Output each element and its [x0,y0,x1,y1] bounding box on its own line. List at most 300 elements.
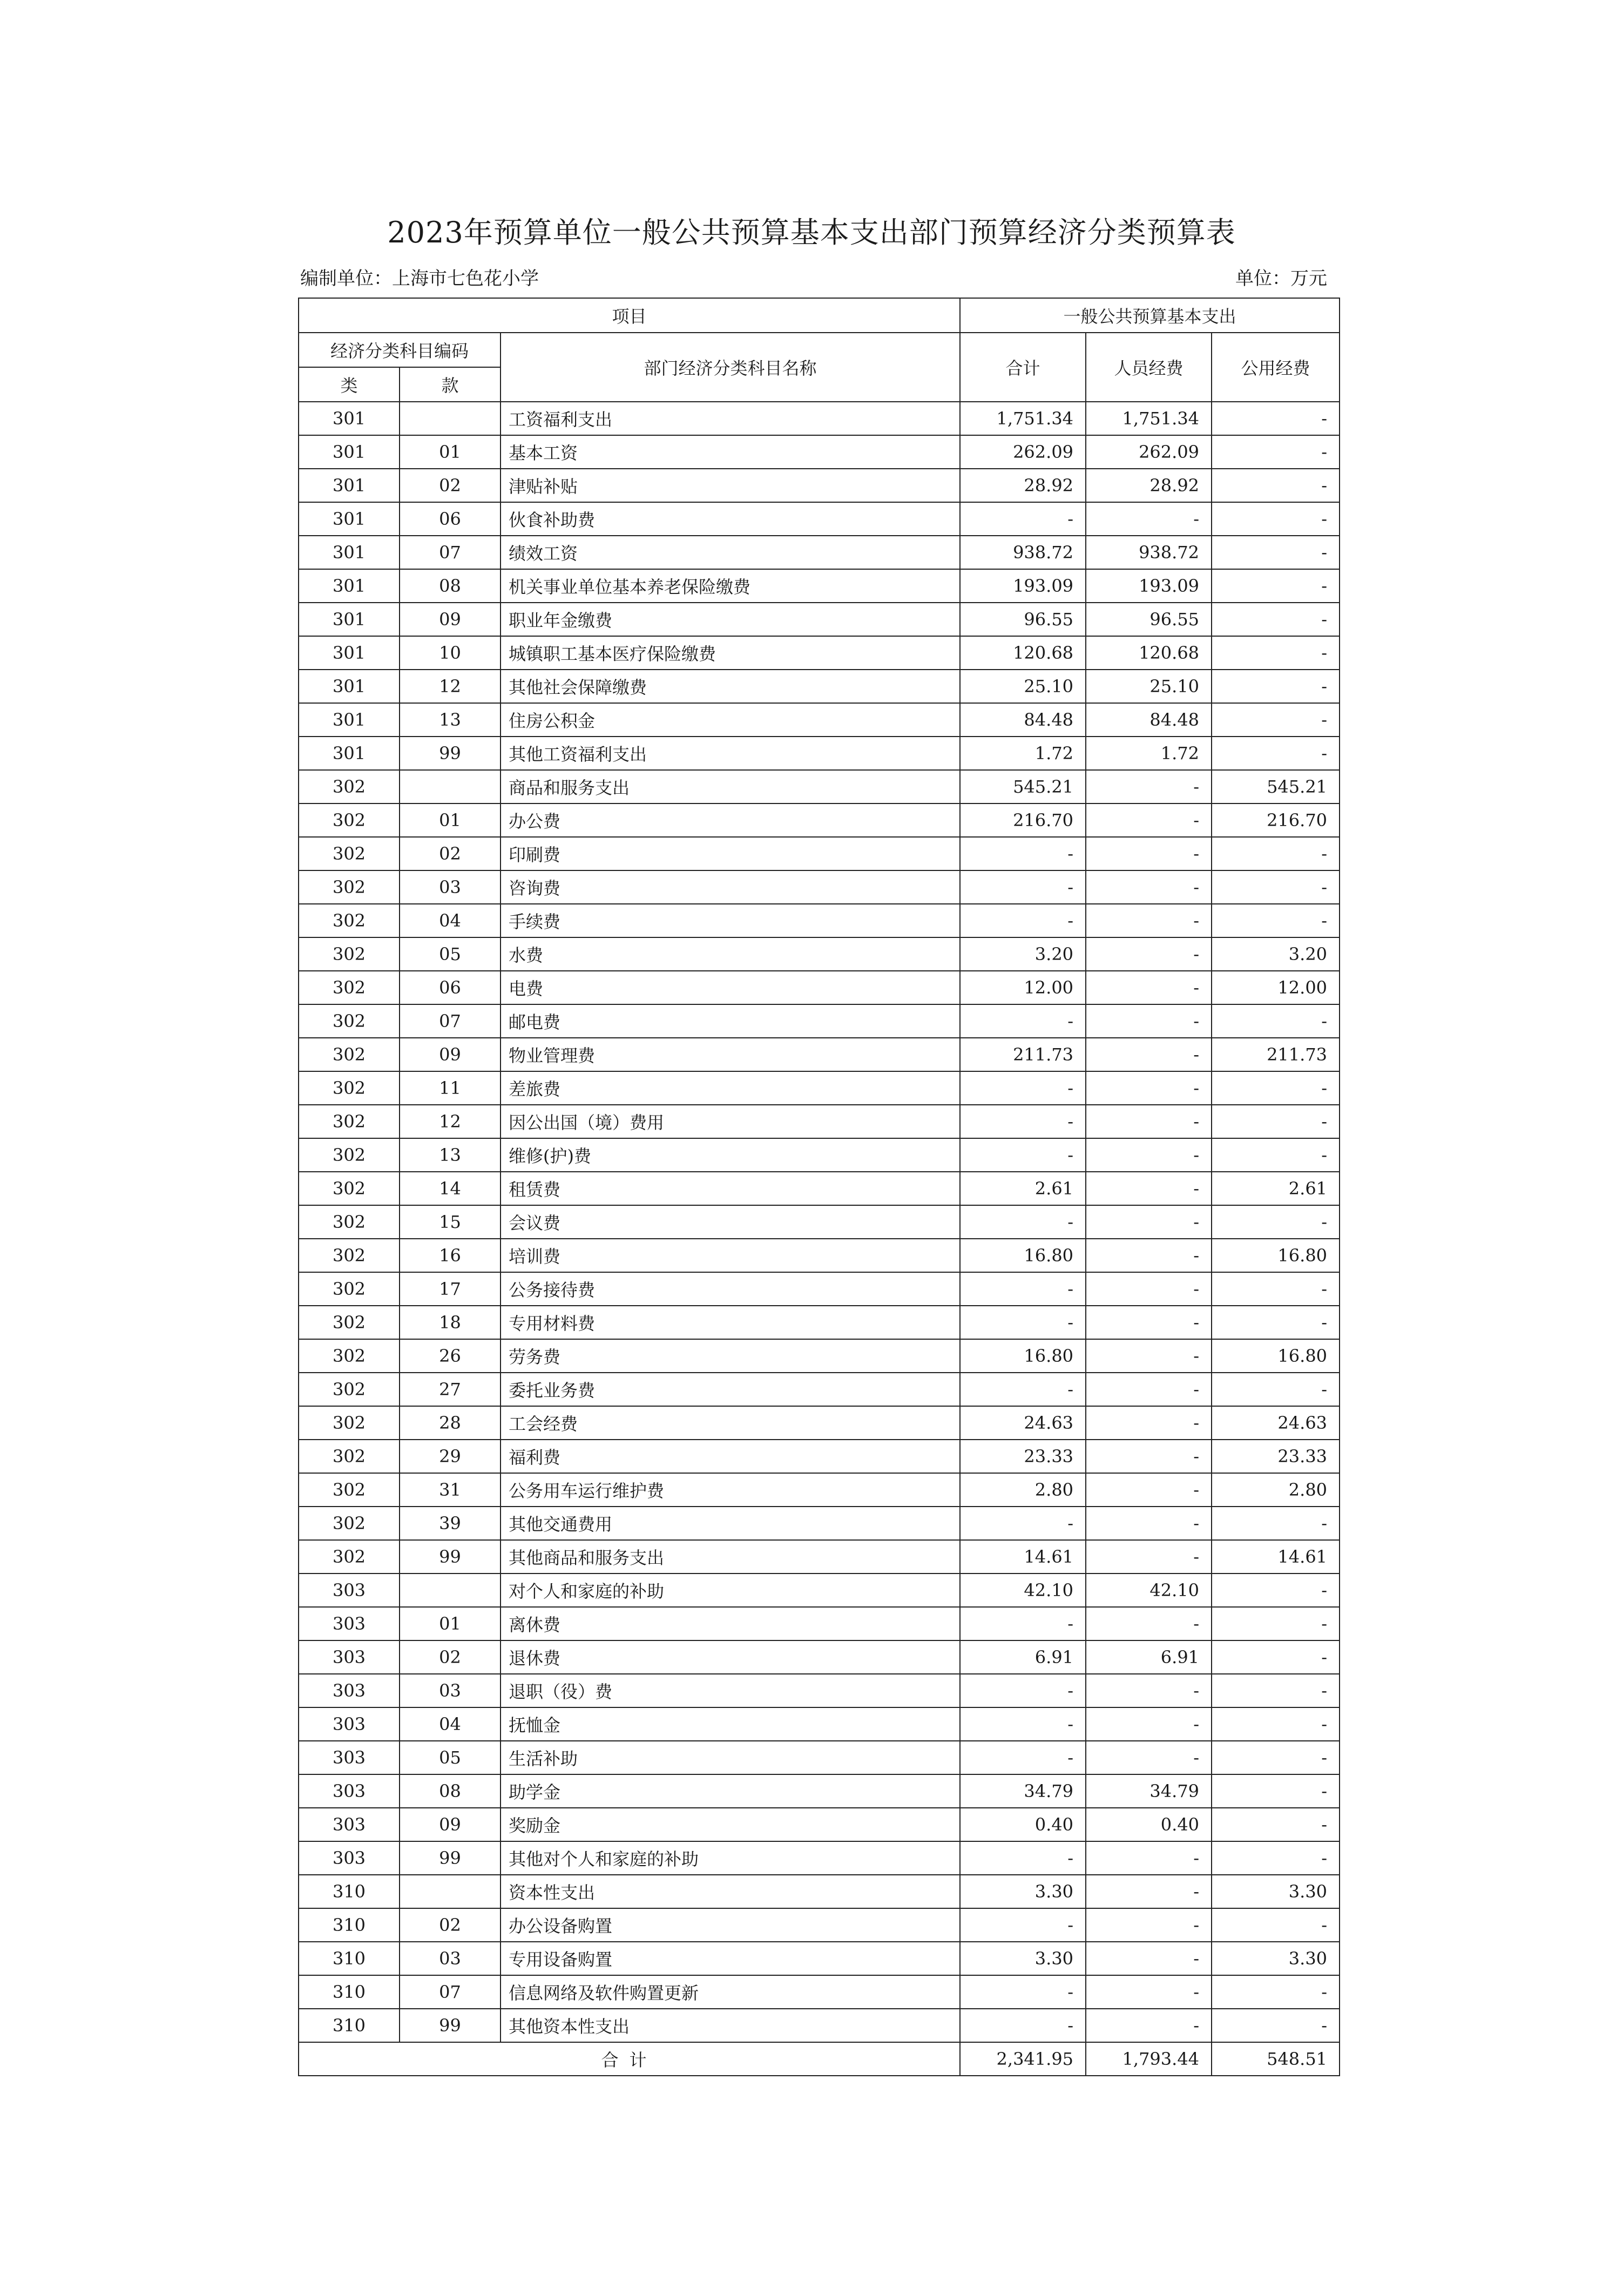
table-row [299,1808,1340,1841]
public-cell: - [1212,1707,1340,1741]
personnel-cell: - [1086,1507,1212,1540]
item-code-cell: 06 [400,971,501,1004]
account-name-cell: 津贴补贴 [501,469,960,502]
public-cell: - [1212,870,1340,904]
item-code-cell: 09 [400,603,501,636]
table-row [299,1004,1340,1038]
total-cell: 938.72 [960,536,1086,569]
category-code-cell: 303 [299,1607,400,1640]
total-cell: - [960,904,1086,937]
item-code-cell: 03 [400,1942,501,1975]
table-row [299,1707,1340,1741]
category-code-cell: 302 [299,1038,400,1071]
account-name-cell: 其他对个人和家庭的补助 [501,1841,960,1875]
account-name-cell: 水费 [501,937,960,971]
item-code-cell: 04 [400,904,501,937]
table-row [299,1841,1340,1875]
category-code-cell: 303 [299,1808,400,1841]
total-cell: 211.73 [960,1038,1086,1071]
personnel-cell: - [1086,1138,1212,1172]
account-name-cell: 专用材料费 [501,1306,960,1339]
public-cell: 545.21 [1212,770,1340,803]
account-name-cell: 住房公积金 [501,703,960,737]
category-code-cell: 301 [299,636,400,670]
personnel-cell: - [1086,1306,1212,1339]
personnel-cell: - [1086,1239,1212,1272]
project-header: 项目 [299,298,960,333]
total-cell: - [960,1138,1086,1172]
item-code-cell [400,770,501,803]
personnel-cell: - [1086,770,1212,803]
budget-table [298,298,1340,2076]
total-cell: 16.80 [960,1239,1086,1272]
total-cell: - [960,1373,1086,1406]
table-row [299,1339,1340,1373]
account-name-cell: 公务用车运行维护费 [501,1473,960,1507]
account-name-cell: 物业管理费 [501,1038,960,1071]
personnel-cell: - [1086,1607,1212,1640]
table-row [299,1640,1340,1674]
public-cell: - [1212,536,1340,569]
lei-column-header: 类 [299,367,400,402]
total-cell: 12.00 [960,971,1086,1004]
category-code-cell: 301 [299,502,400,536]
item-code-cell: 03 [400,1674,501,1707]
category-code-cell: 302 [299,904,400,937]
personnel-cell: - [1086,1038,1212,1071]
total-cell: 193.09 [960,569,1086,603]
category-code-cell: 302 [299,1540,400,1574]
personnel-column-header: 人员经费 [1086,333,1212,402]
account-name-cell: 因公出国（境）费用 [501,1105,960,1138]
category-code-cell: 303 [299,1741,400,1774]
header-row-2 [299,333,1340,367]
table-row [299,1306,1340,1339]
item-code-cell: 07 [400,1004,501,1038]
item-code-cell: 09 [400,1808,501,1841]
account-name-cell: 退休费 [501,1640,960,1674]
account-name-cell: 租赁费 [501,1172,960,1205]
total-cell: - [960,1071,1086,1105]
personnel-cell: 6.91 [1086,1640,1212,1674]
account-name-cell: 对个人和家庭的补助 [501,1574,960,1607]
public-cell: - [1212,569,1340,603]
category-code-cell: 302 [299,971,400,1004]
total-cell: - [960,1707,1086,1741]
item-code-cell: 04 [400,1707,501,1741]
account-name-cell: 城镇职工基本医疗保险缴费 [501,636,960,670]
table-row [299,1942,1340,1975]
personnel-cell: 193.09 [1086,569,1212,603]
item-code-cell: 99 [400,2009,501,2042]
personnel-cell: - [1086,1406,1212,1440]
kuan-column-header: 款 [400,367,501,402]
item-code-cell: 08 [400,569,501,603]
personnel-cell: - [1086,1272,1212,1306]
category-code-cell: 302 [299,837,400,870]
account-name-cell: 基本工资 [501,435,960,469]
item-code-cell: 39 [400,1507,501,1540]
totals-row [299,2042,1340,2076]
category-code-cell: 301 [299,435,400,469]
public-cell: - [1212,1574,1340,1607]
table-row [299,1674,1340,1707]
total-cell: 262.09 [960,435,1086,469]
public-cell: - [1212,1774,1340,1808]
public-cell: 16.80 [1212,1239,1340,1272]
public-cell: - [1212,1272,1340,1306]
public-cell: 16.80 [1212,1339,1340,1373]
personnel-cell: 1,751.34 [1086,402,1212,435]
account-name-cell: 其他社会保障缴费 [501,670,960,703]
category-code-cell: 302 [299,1306,400,1339]
public-cell: - [1212,1004,1340,1038]
item-code-cell: 02 [400,1640,501,1674]
total-cell: - [960,1205,1086,1239]
table-row [299,870,1340,904]
personnel-cell: - [1086,502,1212,536]
table-row [299,1507,1340,1540]
personnel-cell: 28.92 [1086,469,1212,502]
category-code-cell: 310 [299,1908,400,1942]
public-cell: - [1212,1975,1340,2009]
total-cell: 34.79 [960,1774,1086,1808]
public-cell: - [1212,670,1340,703]
account-name-cell: 资本性支出 [501,1875,960,1908]
public-cell: - [1212,904,1340,937]
table-row [299,1172,1340,1205]
category-code-cell: 302 [299,937,400,971]
account-name-cell: 其他资本性支出 [501,2009,960,2042]
total-cell: 23.33 [960,1440,1086,1473]
total-cell: 14.61 [960,1540,1086,1574]
item-code-cell: 10 [400,636,501,670]
personnel-cell: - [1086,937,1212,971]
total-cell: 3.30 [960,1942,1086,1975]
total-cell: - [960,502,1086,536]
account-name-cell: 生活补助 [501,1741,960,1774]
item-code-cell: 02 [400,837,501,870]
public-cell: - [1212,1808,1340,1841]
name-column-header: 部门经济分类科目名称 [501,333,960,402]
total-cell: 2.61 [960,1172,1086,1205]
public-cell: 2.61 [1212,1172,1340,1205]
category-code-cell: 303 [299,1774,400,1808]
table-row [299,837,1340,870]
account-name-cell: 手续费 [501,904,960,937]
category-code-cell: 302 [299,1406,400,1440]
public-cell: - [1212,1741,1340,1774]
table-row [299,469,1340,502]
public-cell: 3.30 [1212,1942,1340,1975]
table-row [299,1038,1340,1071]
account-name-cell: 差旅费 [501,1071,960,1105]
account-name-cell: 退职（役）费 [501,1674,960,1707]
category-code-cell: 302 [299,1272,400,1306]
account-name-cell: 离休费 [501,1607,960,1640]
personnel-cell: - [1086,1373,1212,1406]
total-cell: 25.10 [960,670,1086,703]
public-cell: 14.61 [1212,1540,1340,1574]
category-code-cell: 301 [299,536,400,569]
public-cell: - [1212,502,1340,536]
personnel-cell: 120.68 [1086,636,1212,670]
table-row [299,402,1340,435]
personnel-cell: 84.48 [1086,703,1212,737]
table-row [299,1540,1340,1574]
account-name-cell: 工会经费 [501,1406,960,1440]
total-cell: - [960,1674,1086,1707]
public-cell: - [1212,1841,1340,1875]
item-code-cell [400,1574,501,1607]
item-code-cell: 02 [400,469,501,502]
personnel-cell: 262.09 [1086,435,1212,469]
category-code-cell: 302 [299,1507,400,1540]
account-name-cell: 电费 [501,971,960,1004]
total-cell: 3.20 [960,937,1086,971]
public-cell: - [1212,636,1340,670]
category-code-cell: 303 [299,1707,400,1741]
category-code-cell: 303 [299,1674,400,1707]
personnel-cell: - [1086,837,1212,870]
personnel-cell: - [1086,1875,1212,1908]
category-code-cell: 302 [299,1105,400,1138]
table-row [299,636,1340,670]
item-code-cell: 01 [400,1607,501,1640]
account-name-cell: 其他商品和服务支出 [501,1540,960,1574]
category-code-cell: 302 [299,1339,400,1373]
currency-unit: 单位：万元 [1235,268,1327,289]
item-code-cell: 15 [400,1205,501,1239]
category-code-cell: 310 [299,2009,400,2042]
personnel-cell: - [1086,971,1212,1004]
table-row [299,670,1340,703]
personnel-cell: - [1086,1908,1212,1942]
account-name-cell: 伙食补助费 [501,502,960,536]
personnel-cell: - [1086,1205,1212,1239]
personnel-cell: - [1086,2009,1212,2042]
item-code-cell: 26 [400,1339,501,1373]
category-code-cell: 301 [299,703,400,737]
public-cell: - [1212,703,1340,737]
public-cell: - [1212,1674,1340,1707]
item-code-cell: 28 [400,1406,501,1440]
table-row [299,536,1340,569]
table-row [299,1975,1340,2009]
item-code-cell: 99 [400,1540,501,1574]
public-cell: - [1212,837,1340,870]
item-code-cell: 03 [400,870,501,904]
personnel-cell: - [1086,1071,1212,1105]
public-cell: - [1212,1105,1340,1138]
personnel-cell: 34.79 [1086,1774,1212,1808]
account-name-cell: 咨询费 [501,870,960,904]
total-cell: 216.70 [960,803,1086,837]
table-row [299,1239,1340,1272]
account-name-cell: 办公设备购置 [501,1908,960,1942]
item-code-cell: 02 [400,1908,501,1942]
category-code-cell: 302 [299,1205,400,1239]
table-row [299,502,1340,536]
account-name-cell: 维修(护)费 [501,1138,960,1172]
total-cell: 545.21 [960,770,1086,803]
category-code-cell: 302 [299,1440,400,1473]
table-row [299,971,1340,1004]
personnel-cell: 0.40 [1086,1808,1212,1841]
table-row [299,603,1340,636]
total-cell: - [960,1105,1086,1138]
table-row [299,1205,1340,1239]
account-name-cell: 培训费 [501,1239,960,1272]
category-code-cell: 301 [299,737,400,770]
category-code-cell: 301 [299,402,400,435]
table-body [299,402,1340,2042]
header-row-1 [299,298,1340,333]
total-column-header: 合计 [960,333,1086,402]
item-code-cell: 14 [400,1172,501,1205]
personnel-cell: - [1086,1707,1212,1741]
item-code-cell: 12 [400,670,501,703]
personnel-cell: - [1086,1473,1212,1507]
total-cell: - [960,1841,1086,1875]
public-cell: - [1212,402,1340,435]
table-row [299,1741,1340,1774]
account-name-cell: 邮电费 [501,1004,960,1038]
item-code-cell: 06 [400,502,501,536]
public-cell: 3.30 [1212,1875,1340,1908]
account-name-cell: 助学金 [501,1774,960,1808]
personnel-cell: - [1086,1105,1212,1138]
public-column-header: 公用经费 [1212,333,1340,402]
category-code-cell: 310 [299,1875,400,1908]
table-row [299,737,1340,770]
personnel-cell: - [1086,1741,1212,1774]
item-code-cell [400,402,501,435]
item-code-cell: 13 [400,703,501,737]
item-code-cell: 05 [400,937,501,971]
public-cell: - [1212,1507,1340,1540]
total-cell: - [960,1004,1086,1038]
personnel-cell: 938.72 [1086,536,1212,569]
total-cell: - [960,1908,1086,1942]
item-code-cell: 12 [400,1105,501,1138]
total-cell: 96.55 [960,603,1086,636]
category-code-cell: 302 [299,1071,400,1105]
category-code-cell: 303 [299,1574,400,1607]
item-code-cell: 27 [400,1373,501,1406]
table-row [299,703,1340,737]
personnel-cell: - [1086,1004,1212,1038]
code-group-header: 经济分类科目编码 [299,333,501,367]
total-cell: - [960,1507,1086,1540]
account-name-cell: 劳务费 [501,1339,960,1373]
personnel-cell: 42.10 [1086,1574,1212,1607]
table-row [299,1406,1340,1440]
personnel-cell: - [1086,1172,1212,1205]
totals-personnel: 1,793.44 [1086,2042,1212,2076]
account-name-cell: 抚恤金 [501,1707,960,1741]
table-row [299,1574,1340,1607]
category-code-cell: 302 [299,870,400,904]
personnel-cell: - [1086,1440,1212,1473]
table-row [299,1440,1340,1473]
totals-total: 2,341.95 [960,2042,1086,2076]
account-name-cell: 其他工资福利支出 [501,737,960,770]
item-code-cell: 05 [400,1741,501,1774]
public-cell: 24.63 [1212,1406,1340,1440]
total-cell: 24.63 [960,1406,1086,1440]
item-code-cell: 99 [400,1841,501,1875]
category-code-cell: 301 [299,469,400,502]
category-code-cell: 302 [299,803,400,837]
category-code-cell: 301 [299,603,400,636]
total-cell: - [960,1272,1086,1306]
category-code-cell: 310 [299,1975,400,2009]
category-code-cell: 302 [299,1004,400,1038]
public-cell: 3.20 [1212,937,1340,971]
table-row [299,2009,1340,2042]
account-name-cell: 机关事业单位基本养老保险缴费 [501,569,960,603]
account-name-cell: 专用设备购置 [501,1942,960,1975]
table-row [299,1071,1340,1105]
table-row [299,1272,1340,1306]
item-code-cell: 07 [400,536,501,569]
table-row [299,1105,1340,1138]
public-cell: - [1212,1205,1340,1239]
category-code-cell: 301 [299,670,400,703]
category-code-cell: 310 [299,1942,400,1975]
item-code-cell: 18 [400,1306,501,1339]
total-cell: 1,751.34 [960,402,1086,435]
public-cell: 12.00 [1212,971,1340,1004]
public-cell: - [1212,1306,1340,1339]
category-code-cell: 302 [299,1138,400,1172]
personnel-cell: 25.10 [1086,670,1212,703]
public-cell: 211.73 [1212,1038,1340,1071]
personnel-cell: - [1086,904,1212,937]
total-cell: 84.48 [960,703,1086,737]
preparing-unit: 编制单位：上海市七色花小学 [300,268,539,289]
table-row [299,1875,1340,1908]
total-cell: - [960,1741,1086,1774]
item-code-cell: 29 [400,1440,501,1473]
page-title: 2023年预算单位一般公共预算基本支出部门预算经济分类预算表 [387,215,1236,249]
total-cell: 16.80 [960,1339,1086,1373]
account-name-cell: 职业年金缴费 [501,603,960,636]
item-code-cell: 13 [400,1138,501,1172]
total-cell: - [960,870,1086,904]
table-row [299,1138,1340,1172]
total-cell: - [960,1607,1086,1640]
table-row [299,803,1340,837]
item-code-cell: 11 [400,1071,501,1105]
table-row [299,904,1340,937]
public-cell: - [1212,603,1340,636]
item-code-cell: 99 [400,737,501,770]
account-name-cell: 信息网络及软件购置更新 [501,1975,960,2009]
item-code-cell: 07 [400,1975,501,2009]
item-code-cell [400,1875,501,1908]
general-budget-header: 一般公共预算基本支出 [960,298,1340,333]
item-code-cell: 01 [400,803,501,837]
total-cell: 6.91 [960,1640,1086,1674]
public-cell: - [1212,435,1340,469]
totals-label: 合计 [299,2042,960,2076]
personnel-cell: - [1086,803,1212,837]
item-code-cell: 31 [400,1473,501,1507]
table-row [299,1473,1340,1507]
account-name-cell: 福利费 [501,1440,960,1473]
